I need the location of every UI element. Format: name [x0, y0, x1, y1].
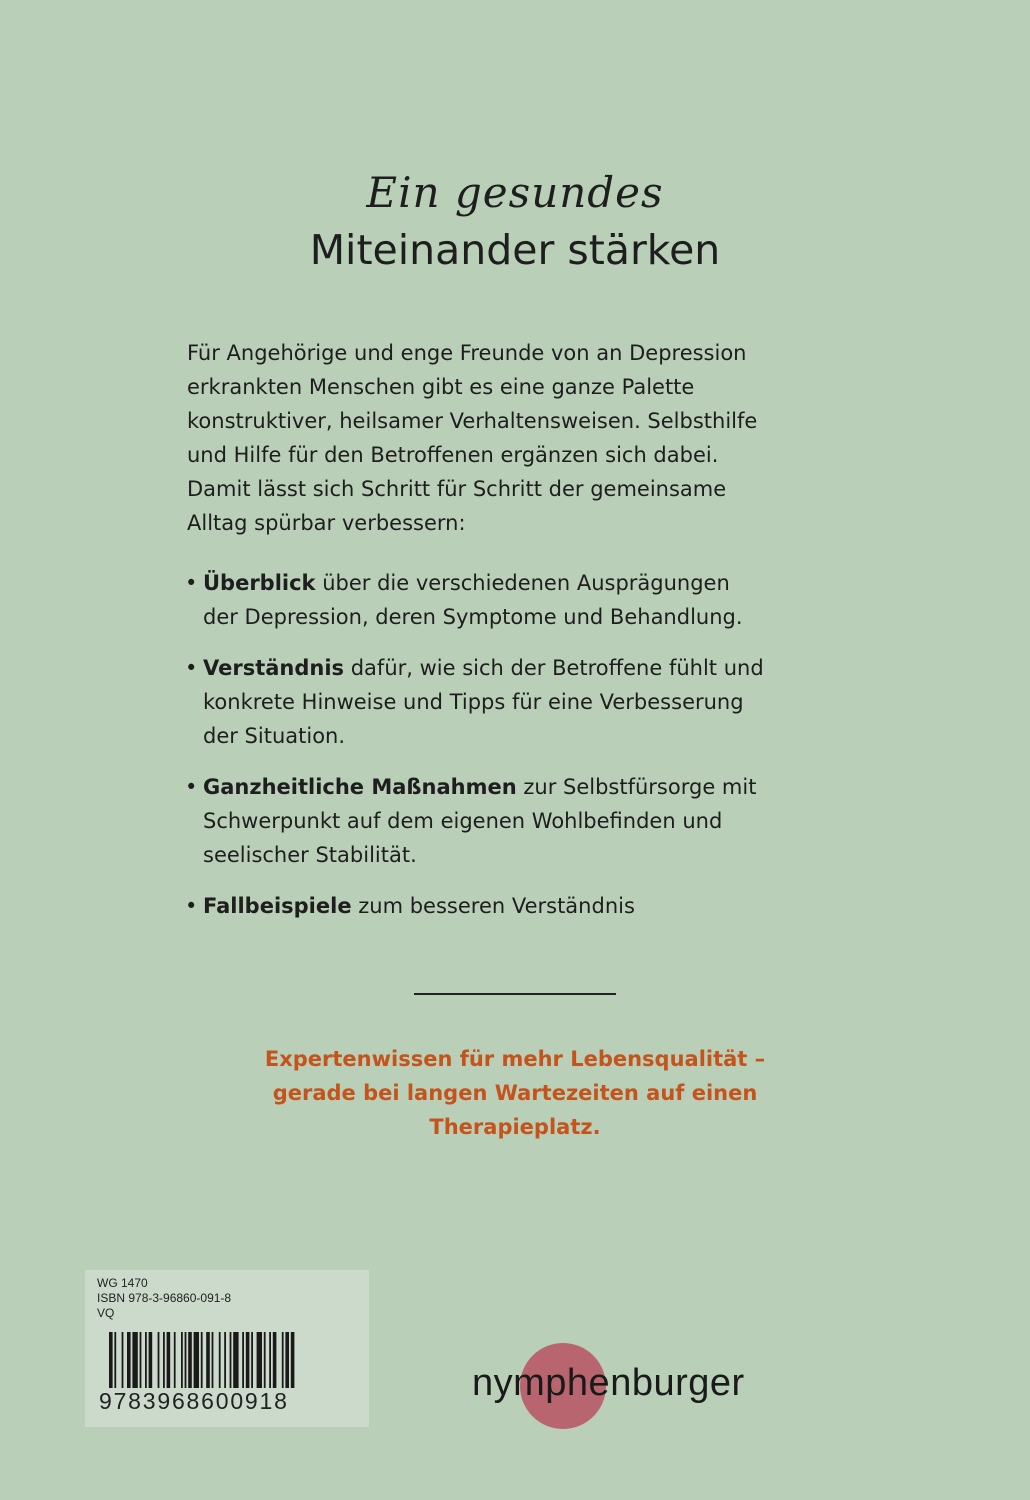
- barcode-bar: [194, 1332, 199, 1388]
- barcode-bar: [122, 1332, 124, 1388]
- bullet-first-line: [203, 770, 845, 804]
- bullet-keyword: Ganzheitliche Maßnahmen: [203, 775, 517, 799]
- intro-line: Alltag spürbar verbessern:: [187, 511, 466, 535]
- barcode-bar: [291, 1332, 295, 1388]
- barcode-bar: [163, 1332, 165, 1388]
- tagline-line: Therapieplatz.: [429, 1115, 601, 1139]
- intro-line: und Hilfe für den Betroffenen ergänzen sich dabei.: [187, 443, 719, 467]
- barcode-bar: [158, 1332, 160, 1388]
- isbn-box: [85, 1270, 369, 1427]
- barcode-digits: 9783968600918: [99, 1388, 289, 1414]
- bullet-dot: •: [185, 656, 198, 680]
- barcode-bar: [224, 1332, 226, 1388]
- bullet-text: über die verschiedenen Ausprägungen: [315, 571, 730, 595]
- barcode-bar: [174, 1332, 176, 1388]
- vq-code: VQ: [97, 1306, 115, 1320]
- wg-number: WG 1470: [97, 1276, 148, 1290]
- headline-main-line: Miteinander stärken: [309, 226, 721, 274]
- barcode-bar: [233, 1332, 238, 1388]
- bullet-dot: •: [185, 775, 198, 799]
- bullet-keyword: Überblick: [203, 571, 316, 595]
- bullet-dot: •: [185, 894, 198, 918]
- publisher-logo: [470, 1343, 810, 1433]
- isbn-number: ISBN 978-3-96860-091-8: [97, 1291, 232, 1305]
- barcode-bar: [149, 1332, 153, 1388]
- bullet-item-holistic-measures: [185, 770, 845, 872]
- bullet-item-case-studies: [185, 889, 845, 923]
- intro-line: konstruktiver, heilsamer Verhaltensweisen. Selbsthilfe: [187, 409, 758, 433]
- barcode-bar: [269, 1332, 271, 1388]
- bullet-text: zum besseren Verständnis: [351, 894, 635, 918]
- bullet-line: der Situation.: [203, 724, 346, 748]
- barcode-bar: [181, 1332, 183, 1388]
- barcode-bar: [201, 1332, 203, 1388]
- barcode-bar: [246, 1332, 250, 1388]
- barcode-bar: [188, 1332, 192, 1388]
- barcode: [109, 1332, 355, 1388]
- barcode-bar: [264, 1332, 266, 1388]
- bullet-line: konkrete Hinweise und Tipps für eine Verbesserung: [203, 690, 744, 714]
- barcode-bar: [140, 1332, 142, 1388]
- barcode-bar: [145, 1332, 147, 1388]
- barcode-bar: [257, 1332, 262, 1388]
- barcode-bar: [109, 1332, 113, 1388]
- barcode-bar: [127, 1332, 131, 1388]
- barcode-bar: [114, 1332, 116, 1388]
- barcode-bar: [132, 1332, 137, 1388]
- barcode-bar: [219, 1332, 221, 1388]
- bullet-line: der Depression, deren Symptome und Behandlung.: [203, 605, 743, 629]
- barcode-bar: [206, 1332, 210, 1388]
- intro-paragraph: [187, 336, 847, 540]
- barcode-bar: [242, 1332, 244, 1388]
- intro-line: Für Angehörige und enge Freunde von an Depression: [187, 341, 747, 365]
- section-divider: [414, 993, 616, 995]
- publisher-name: nymphenburger: [472, 1362, 745, 1404]
- bullet-list: [185, 566, 845, 940]
- headline-script-line: Ein gesundes: [366, 168, 664, 217]
- tagline: [0, 1042, 1030, 1144]
- barcode-bar: [185, 1332, 187, 1388]
- intro-line: Damit lässt sich Schritt für Schritt der gemeinsame: [187, 477, 727, 501]
- tagline-line: Expertenwissen für mehr Lebensqualität –: [264, 1047, 766, 1071]
- bullet-first-line: [203, 889, 845, 923]
- bullet-first-line: [203, 566, 845, 600]
- bullet-text: zur Selbstfürsorge mit: [516, 775, 757, 799]
- tagline-line: gerade bei langen Wartezeiten auf einen: [272, 1081, 758, 1105]
- bullet-first-line: [203, 651, 845, 685]
- barcode-bar: [282, 1332, 284, 1388]
- bullet-line: seelischer Stabilität.: [203, 843, 417, 867]
- barcode-bar: [273, 1332, 277, 1388]
- barcode-bar: [230, 1332, 232, 1388]
- barcode-bar: [251, 1332, 253, 1388]
- barcode-bar: [285, 1332, 289, 1388]
- bullet-line: Schwerpunkt auf dem eigenen Wohlbefinden und: [203, 809, 723, 833]
- bullet-keyword: Verständnis: [203, 656, 345, 680]
- bullet-dot: •: [185, 571, 198, 595]
- barcode-bar: [212, 1332, 214, 1388]
- intro-line: erkrankten Menschen gibt es eine ganze Palette: [187, 375, 695, 399]
- bullet-text: dafür, wie sich der Betroffene fühlt und: [344, 656, 764, 680]
- isbn-info: [97, 1276, 231, 1321]
- bullet-item-understanding: [185, 651, 845, 753]
- barcode-bar: [167, 1332, 171, 1388]
- bullet-keyword: Fallbeispiele: [203, 894, 352, 918]
- bullet-item-overview: [185, 566, 845, 634]
